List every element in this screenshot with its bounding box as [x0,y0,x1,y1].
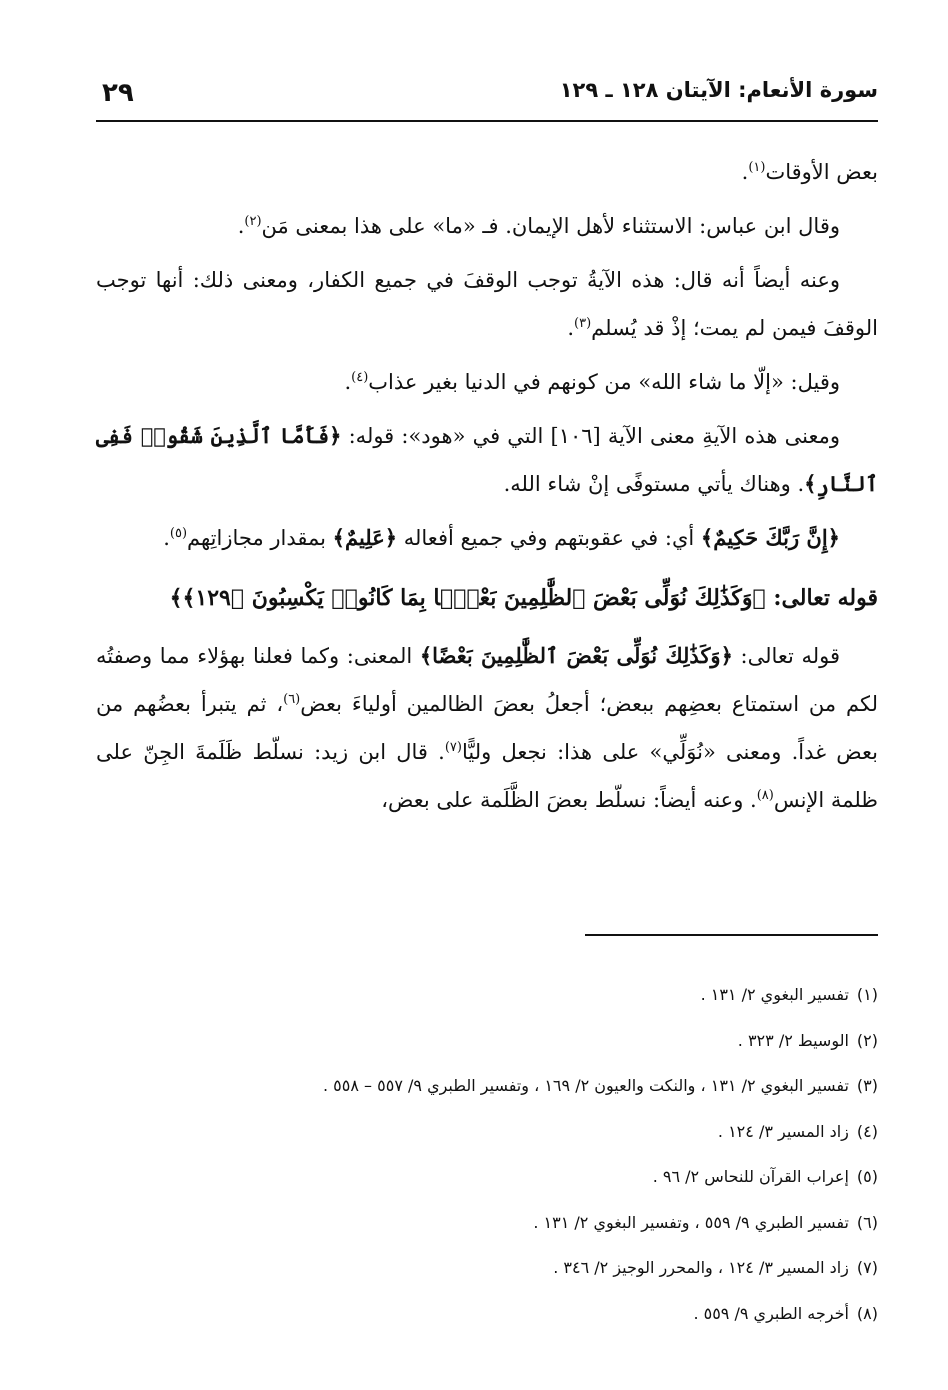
paragraph-text: ، ثم يتبرأ بعضُهم من بعض غداً. ومعنى «نُوَلِّي» على هذا: نجعل وليًّا [96,692,878,764]
footnote-number: (٧) [856,1258,878,1277]
footnote-text: إعراب القرآن للنحاس ٢/ ٩٦ . [652,1167,849,1186]
paragraph-text: بمقدار مجازاتِهم [187,526,333,550]
footnote-divider [585,934,878,936]
footnote-number: (٣) [856,1076,878,1095]
paragraph-text: قوله تعالى: [732,644,841,668]
punctuation: . [163,526,170,550]
footnote-number: (٨) [856,1303,878,1323]
footnote-ref: (٥) [169,526,188,541]
footnote-ref: (٢) [244,214,262,229]
page-number: ٢٩ [102,78,134,108]
paragraph [96,256,878,352]
footnote-ref: (٧) [444,740,462,755]
punctuation: . [741,160,749,184]
footnote-text: تفسير البغوي ٢/ ١٣١ . [700,985,849,1004]
paragraph-text: أي: في عقوبتهم وفي جميع أفعاله [397,526,701,550]
footnote-item [96,972,878,1018]
punctuation: . [567,316,575,340]
page-header [96,72,878,122]
footnote-text: الوسيط ٢/ ٣٢٣ . [737,1030,849,1050]
footnote-ref: (٦) [283,692,301,707]
punctuation: . [237,214,245,238]
footnote-item [96,1200,878,1246]
paragraph [96,148,878,196]
paragraph [96,514,878,562]
footnote-item [96,1018,878,1064]
footnote-text: تفسير الطبري ٩/ ٥٥٩ ، وتفسير البغوي ٢/ ١٣١ . [533,1212,849,1232]
footnote-number: (٢) [856,1030,878,1050]
quran-quote: ﴿عَلِيمٌ﴾ [332,525,398,550]
running-title: سورة الأنعام: الآيتان ١٢٨ ـ ١٢٩ [559,78,878,102]
paragraph-text: وعنه أيضاً أنه قال: هذه الآيةُ توجب الوقفَ في جميع الكفار، ومعنى ذلك: أنها توجب الوقفَ فيمن لم يمت؛ إذْ قد يُسلم [96,268,878,340]
paragraph-text: وقال ابن عباس: الاستثناء لأهل الإيمان. فـ «ما» على هذا بمعنى مَن [261,214,840,238]
quran-quote: ﴿وَكَذَٰلِكَ نُوَلِّى بَعْضَ ٱلظَّٰلِمِينَ بَعْضًا﴾ [419,643,733,668]
footnote-number: (٥) [856,1167,878,1186]
paragraph [96,202,878,250]
main-text [96,148,878,830]
quran-quote: ﴿إِنَّ رَبَّكَ حَكِيمٌ﴾ [700,525,840,550]
footnote-ref: (٤) [351,370,369,385]
paragraph-text: ومعنى هذه الآيةِ معنى الآية [١٠٦] التي في «هود»: قوله: [341,424,840,448]
paragraph-text: وقيل: «إلّا ما شاء الله» من كونهم في الدنيا بغير عذاب [368,370,840,394]
paragraph-text: المعنى: وكما فعلنا بهؤلاء مما وصفتُه لكم من استمتاع بعضِهم ببعض؛ أجعلُ بعضَ الظالمين أولياءَ بعض [96,644,878,716]
quran-verse: ﴿وَكَذَٰلِكَ نُوَلِّى بَعْضَ ٱلظَّٰلِمِينَ بَعْضًۢا بِمَا كَانُوا۟ يَكْسِبُونَ ﴿١٢٩﴾﴾ [169,585,766,611]
footnote-ref: (٨) [756,788,774,803]
footnote-number: (٤) [856,1121,878,1141]
footnote-ref: (١) [748,160,766,175]
punctuation: . [344,370,352,394]
paragraph [96,358,878,406]
paragraph-text: . وعنه أيضاً: نسلّط بعضَ الظَّلَمة على بعض، [381,788,757,812]
footnote-text: زاد المسير ٣/ ١٢٤ ، والمحرر الوجيز ٢/ ٣٤٦ . [553,1258,849,1277]
footnote-number: (١) [856,985,878,1004]
footnote-item [96,1154,878,1200]
paragraph [96,412,878,508]
paragraph-text: . قال ابن زيد: نسلّط ظَلَمةَ الجِنّ على ظلمة الإنس [96,740,878,812]
footnotes [96,972,878,1336]
footnote-text: أخرجه الطبري ٩/ ٥٥٩ . [693,1303,849,1323]
heading-label: قوله تعالى: [765,585,878,611]
footnote-number: (٦) [856,1212,878,1232]
footnote-text: تفسير البغوي ٢/ ١٣١ ، والنكت والعيون ٢/ ١٦٩ ، وتفسير الطبري ٩/ ٥٥٧ – ٥٥٨ . [323,1076,849,1095]
quran-quote: ﴿فَأَمَّا ٱلَّذِينَ شَقُوا۟ فَفِى ٱلنَّارِ﴾ [96,423,878,496]
footnote-item [96,1063,878,1109]
footnote-item [96,1291,878,1337]
paragraph-text: . وهناك يأتي مستوفًى إنْ شاء الله. [503,472,805,496]
paragraph [96,632,878,824]
footnote-ref: (٣) [574,316,592,331]
footnote-item [96,1245,878,1291]
footnote-text: زاد المسير ٣/ ١٢٤ . [717,1121,849,1141]
paragraph-text: بعض الأوقات [765,160,878,184]
verse-heading [96,574,878,622]
footnote-item [96,1109,878,1155]
